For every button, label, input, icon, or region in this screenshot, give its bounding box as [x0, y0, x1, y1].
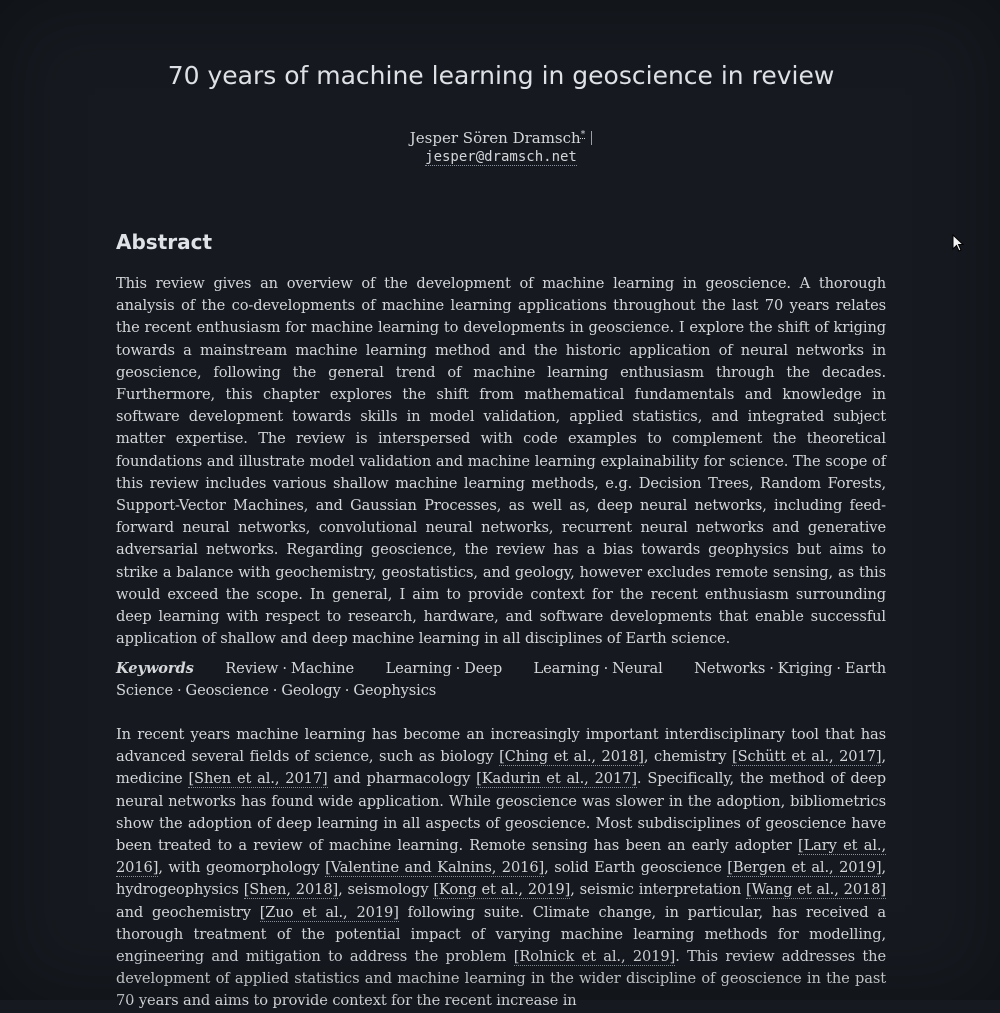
intro-text: , hydrogeophysics [116, 859, 886, 899]
intro-text: and pharmacology [327, 770, 477, 788]
author-footnote-link[interactable]: * [580, 130, 586, 140]
citation-link[interactable]: [Schütt et al., 2017] [732, 748, 882, 766]
citation-link[interactable]: [Lary et al., 2016] [116, 837, 886, 877]
citation-link[interactable]: [Valentine and Kalnins, 2016] [325, 859, 545, 877]
keyword-item: Deep Learning [464, 660, 600, 677]
paper-title: 70 years of machine learning in geoscience in review [167, 61, 835, 90]
citation-link[interactable]: [Kadurin et al., 2017] [476, 770, 637, 788]
author-email-link[interactable]: jesper@dramsch.net [425, 149, 577, 165]
citation-link[interactable]: [Wang et al., 2018] [746, 881, 886, 899]
keyword-item: Geology [281, 682, 341, 700]
keyword-item: Review [225, 660, 279, 677]
mouse-pointer-icon [952, 234, 966, 254]
author-line [116, 125, 886, 148]
keyword-separator: · [769, 660, 774, 677]
keyword-item: Machine Learning [290, 660, 452, 677]
intro-text: . This review addresses the development of applied statistics and machine learning in the wider discipline of geoscience in the past 70 years and aims to provide context for the recent increase in [116, 948, 886, 1010]
citation-link[interactable]: [Zuo et al., 2019] [259, 903, 399, 921]
citation-link[interactable]: [Shen, 2018] [243, 881, 339, 899]
keyword-separator: · [176, 682, 182, 700]
text-caret [591, 131, 592, 145]
keyword-item: Neural Networks [612, 660, 766, 677]
keyword-item: Earth Science [116, 660, 887, 700]
author-email-line [116, 147, 886, 167]
author-name: Jesper Sören Dramsch [409, 129, 581, 147]
keyword-item: Geophysics [353, 682, 437, 700]
abstract-heading: Abstract [116, 230, 213, 254]
intro-text: , with geomorphology [158, 859, 326, 877]
citation-link[interactable]: [Kong et al., 2019] [433, 881, 571, 899]
citation-link[interactable]: [Shen et al., 2017] [188, 770, 328, 788]
intro-text: , solid Earth geoscience [544, 859, 728, 877]
keyword-separator: · [836, 660, 841, 677]
intro-text: , chemistry [643, 748, 733, 766]
keyword-separator: · [455, 660, 461, 677]
introduction-paragraph [116, 724, 886, 1013]
citation-link[interactable]: [Rolnick et al., 2019] [513, 948, 676, 966]
intro-text: and geochemistry [116, 903, 260, 921]
keyword-item: Kriging [777, 660, 833, 677]
intro-text: following suite. Climate change, in particular, has received a thorough treatment of the potential impact of varying machine learning methods for modelling, engineering and mitigation to address the problem [116, 903, 887, 966]
abstract-text: This review gives an overview of the development of machine learning in geoscience. A thorough analysis of the co-developments of machine learning applications throughout the last 70 years relates the recent enthusiasm for machine learning to developments in geoscience. I explore the shift of kriging towards a mainstream machine learning method and the historic application of neural networks in geoscience, following the general trend of machine learning enthusiasm through the decades. Furthermore, this chapter explores the shift from mathematical fundamentals and knowledge in software development towards skills in model validation, applied statistics, and integrated subject matter expertise. The review is interspersed with code examples to complement the theoretical foundations and illustrate model validation and machine learning explainability for science. The scope of this review includes various shallow machine learning methods, e.g. Decision Trees, Random Forests, Support-Vector Machines, and Gaussian Processes, as well as, deep neural networks, including feed-forward neural networks, convolutional neural networks, recurrent neural networks and generative adversarial networks. Regarding geoscience, the review has a bias towards geophysics but aims to strike a balance with geochemistry, geostatistics, and geology, however excludes remote sensing, as this would exceed the scope. In general, I aim to provide context for the recent enthusiasm surrounding deep learning with respect to research, hardware, and software developments that enable successful application of shallow and deep machine learning in all disciplines of Earth science. [116, 275, 886, 648]
citation-link[interactable]: [Bergen et al., 2019] [727, 859, 882, 877]
keyword-item: Geoscience [185, 682, 269, 700]
keyword-separator: · [272, 682, 278, 700]
citation-link[interactable]: [Ching et al., 2018] [499, 748, 644, 766]
intro-text: , seismic interpretation [570, 881, 747, 899]
keywords-label: Keywords [116, 660, 194, 677]
keywords-line [116, 658, 886, 702]
intro-text: , seismology [338, 881, 434, 899]
keyword-separator: · [344, 682, 350, 700]
intro-text: In recent years machine learning has become an increasingly important interdisciplinary tool that has advanced several fields of science, such as biology [116, 726, 886, 766]
intro-text: , medicine [116, 748, 886, 788]
intro-text: . Specifically, the method of deep neural networks has found wide application. While geoscience was slower in the adoption, bibliometrics show the adoption of deep learning in all aspects of geoscience. Most subdisciplines of geoscience have been treated to a review of machine learning. Remote sensing has been an early adopter [116, 770, 886, 855]
keyword-separator: · [603, 660, 609, 677]
keyword-separator: · [282, 660, 287, 677]
